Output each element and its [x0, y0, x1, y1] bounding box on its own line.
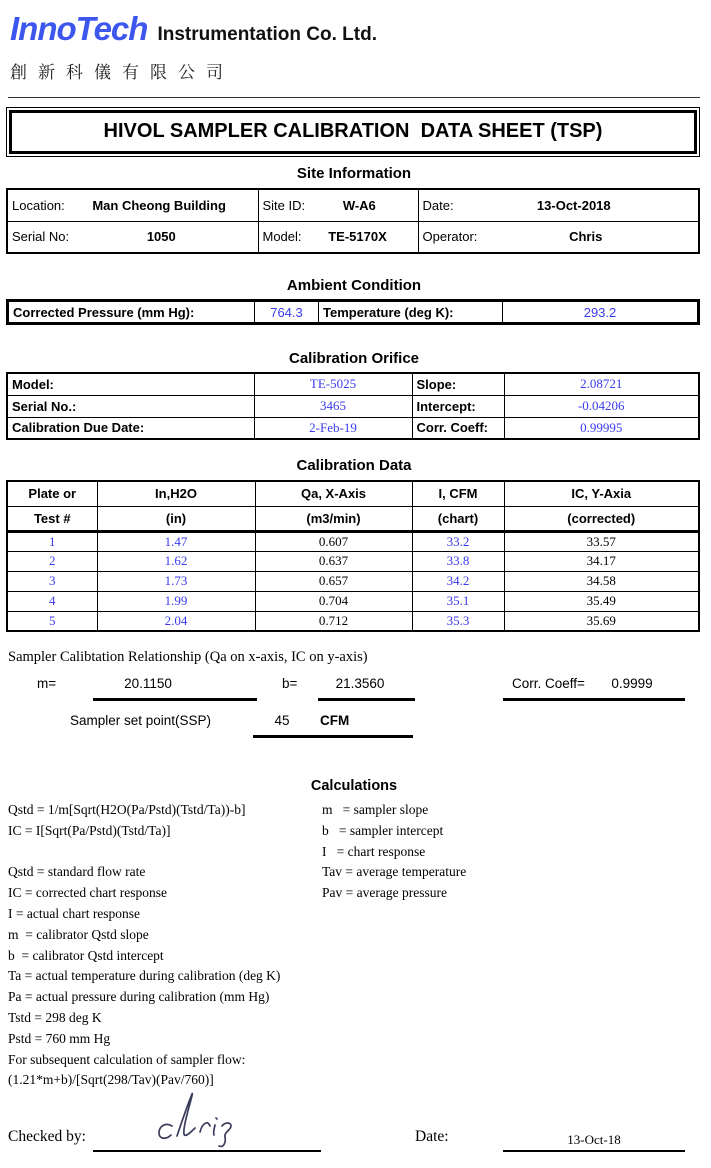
cell-test: 3: [7, 571, 97, 591]
cell-test: 2: [7, 551, 97, 571]
location-label: Location:: [12, 197, 65, 213]
temperature-value: 293.2: [503, 301, 699, 324]
sampler-corr-coeff-value: 0.9999: [611, 676, 653, 691]
table-header-row: [7, 481, 699, 506]
header-divider: [8, 97, 700, 98]
formula-line: IC = corrected chart response: [8, 885, 168, 901]
calibration-due-date-label: Calibration Due Date:: [7, 417, 254, 439]
calibration-due-date-value: 2-Feb-19: [254, 417, 412, 439]
document-title-box: [6, 107, 700, 157]
model-label: Model:: [262, 229, 302, 245]
calibration-orifice-heading: Calibration Orifice: [288, 350, 420, 367]
sampler-set-point-unit: CFM: [320, 713, 350, 728]
footer-date-label: Date:: [415, 1128, 449, 1145]
company-name-chinese: 創新科儀有限公司: [10, 63, 234, 82]
cell-inh2o: 1.62: [97, 551, 255, 571]
col-subheader: (m3/min): [255, 506, 412, 531]
col-subheader: (corrected): [504, 506, 699, 531]
cell-test: 5: [7, 611, 97, 631]
sampler-corr-coeff-label: Corr. Coeff=: [512, 676, 585, 691]
serial-no-label: Serial No:: [12, 229, 70, 245]
date-line: [503, 1150, 685, 1152]
serial-no-value: 1050: [146, 229, 176, 245]
model-value: TE-5170X: [328, 229, 387, 245]
location-value: Man Cheong Building: [92, 197, 226, 213]
cell-ic: 34.58: [504, 571, 699, 591]
table-row: [7, 189, 699, 221]
footer-date-value: 13-Oct-18: [567, 1132, 621, 1147]
formula-line: Pstd = 760 mm Hg: [8, 1030, 111, 1046]
site-information-table: [6, 188, 700, 254]
formula-line: Qstd = 1/m[Sqrt(H2O(Pa/Pstd)(Tstd/Ta))-b]: [8, 802, 246, 817]
site-id-value: W-A6: [342, 197, 376, 213]
table-row: [7, 611, 699, 631]
signature-image: [146, 1088, 266, 1150]
relationship-caption: Sampler Calibtation Relationship (Qa on x-axis, IC on y-axis): [8, 649, 368, 665]
checked-by-line: [93, 1150, 321, 1152]
cell-ic: 34.17: [504, 551, 699, 571]
table-row: [7, 373, 699, 395]
intercept-value: -0.04206: [504, 395, 699, 417]
m-label: m=: [37, 676, 57, 691]
company-name: Instrumentation Co. Ltd.: [157, 24, 377, 45]
table-row: [7, 221, 699, 253]
temperature-label: Temperature (deg K):: [319, 301, 503, 324]
cell-qa: 0.704: [255, 591, 412, 611]
sampler-set-point-value: 45: [274, 713, 290, 728]
formula-line: I = actual chart response: [8, 905, 141, 921]
corrected-pressure-value: 764.3: [255, 301, 319, 324]
cell-inh2o: 1.73: [97, 571, 255, 591]
document-title: HIVOL SAMPLER CALIBRATION DATA SHEET (TSP): [9, 110, 697, 154]
col-subheader: (chart): [412, 506, 504, 531]
col-header: In,H2O: [97, 481, 255, 506]
table-row: [7, 395, 699, 417]
table-row: [7, 531, 699, 551]
cell-icfm: 35.1: [412, 591, 504, 611]
b-underline: [318, 698, 415, 701]
col-subheader: Test #: [7, 506, 97, 531]
table-row: [7, 591, 699, 611]
formula-line: b = calibrator Qstd intercept: [8, 947, 164, 963]
ambient-condition-table: [6, 299, 700, 325]
corr-coeff-underline: [503, 698, 685, 701]
operator-label: Operator:: [422, 229, 478, 245]
corr-coeff-value: 0.99995: [504, 417, 699, 439]
cell-inh2o: 2.04: [97, 611, 255, 631]
slope-value: 2.08721: [504, 373, 699, 395]
cell-test: 1: [7, 531, 97, 551]
checked-by-label: Checked by:: [8, 1128, 86, 1145]
col-header: IC, Y-Axia: [504, 481, 699, 506]
intercept-label: Intercept:: [412, 395, 504, 417]
corrected-pressure-label: Corrected Pressure (mm Hg):: [8, 301, 255, 324]
table-header-row: [7, 506, 699, 531]
ssp-underline: [253, 735, 413, 738]
col-subheader: (in): [97, 506, 255, 531]
date-label: Date:: [422, 197, 454, 213]
company-logo: InnoTech: [10, 10, 148, 47]
operator-value: Chris: [569, 229, 603, 245]
orifice-model-value: TE-5025: [254, 373, 412, 395]
calculations-left-column: [8, 802, 280, 1093]
formula-line: For subsequent calculation of sampler flow:: [8, 1051, 246, 1067]
formula-line: IC = I[Sqrt(Pa/Pstd)(Tstd/Ta)]: [8, 822, 171, 838]
site-information-heading: Site Information: [296, 165, 412, 182]
ambient-condition-heading: Ambient Condition: [286, 277, 422, 294]
table-row: [7, 417, 699, 439]
cell-icfm: 34.2: [412, 571, 504, 591]
formula-line: Ta = actual temperature during calibration (deg K): [8, 968, 281, 984]
formula-line: Qstd = standard flow rate: [8, 864, 146, 880]
calibration-data-heading: Calibration Data: [296, 457, 412, 474]
calibration-orifice-table: [6, 372, 700, 440]
definition-line: Tav = average temperature: [322, 864, 467, 880]
m-underline: [93, 698, 257, 701]
formula-line: (1.21*m+b)/[Sqrt(298/Tav)(Pav/760)]: [8, 1072, 214, 1088]
col-header: Qa, X-Axis: [255, 481, 412, 506]
cell-qa: 0.607: [255, 531, 412, 551]
formula-line: Tstd = 298 deg K: [8, 1009, 102, 1025]
cell-inh2o: 1.47: [97, 531, 255, 551]
calculations-heading: Calculations: [310, 778, 398, 794]
calculations-right-column: [322, 802, 466, 906]
cell-qa: 0.712: [255, 611, 412, 631]
signoff-footer: [6, 1090, 702, 1168]
cell-test: 4: [7, 591, 97, 611]
m-value: 20.1150: [124, 676, 172, 691]
orifice-model-label: Model:: [7, 373, 254, 395]
site-id-label: Site ID:: [262, 197, 306, 213]
cell-ic: 33.57: [504, 531, 699, 551]
formula-line: [8, 844, 280, 865]
b-label: b=: [282, 676, 298, 691]
cell-icfm: 35.3: [412, 611, 504, 631]
definition-line: m = sampler slope: [322, 802, 429, 817]
orifice-serial-label: Serial No.:: [7, 395, 254, 417]
cell-icfm: 33.2: [412, 531, 504, 551]
definition-line: I = chart response: [322, 843, 426, 859]
sampler-set-point-label: Sampler set point(SSP): [70, 713, 212, 728]
cell-inh2o: 1.99: [97, 591, 255, 611]
cell-icfm: 33.8: [412, 551, 504, 571]
cell-ic: 35.69: [504, 611, 699, 631]
table-row: [8, 301, 699, 324]
relationship-values: [6, 676, 702, 774]
cell-qa: 0.637: [255, 551, 412, 571]
slope-label: Slope:: [412, 373, 504, 395]
b-value: 21.3560: [335, 676, 385, 691]
col-header: Plate or: [7, 481, 97, 506]
table-row: [7, 551, 699, 571]
table-row: [7, 571, 699, 591]
definition-line: Pav = average pressure: [322, 885, 447, 901]
definition-line: b = sampler intercept: [322, 822, 444, 838]
corr-coeff-label: Corr. Coeff:: [412, 417, 504, 439]
col-header: I, CFM: [412, 481, 504, 506]
company-header: [6, 6, 702, 83]
calibration-data-table: [6, 480, 700, 632]
calculations-block: [6, 802, 702, 1090]
orifice-serial-value: 3465: [254, 395, 412, 417]
date-value: 13-Oct-2018: [536, 197, 611, 213]
formula-line: Pa = actual pressure during calibration (mm Hg): [8, 989, 270, 1005]
cell-qa: 0.657: [255, 571, 412, 591]
formula-line: m = calibrator Qstd slope: [8, 926, 149, 942]
cell-ic: 35.49: [504, 591, 699, 611]
